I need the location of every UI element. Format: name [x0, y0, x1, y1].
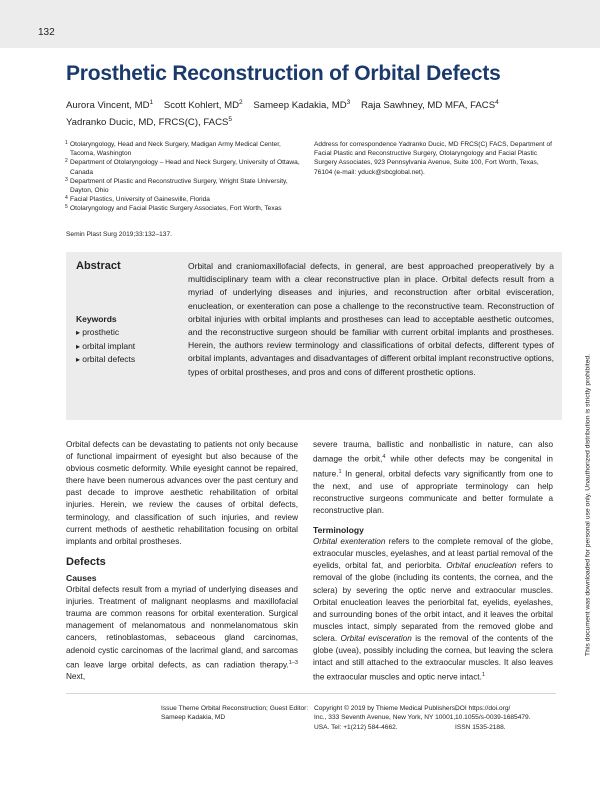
terminology-paragraph: Orbital exenteration refers to the complete removal of the globe, extraocular muscles, eyelashes, and at least partial removal of the eyelids, orbital fat, and periorbita. Orbital enucleation refers to removal of the globe (including its contents, the cornea, and the sclera) by severing the optic nerve and extraocular muscles. Orbital enucleation leaves the periorbital fat, eyelids, eyelashes, and surrounding bones of the orbit intact, and it leaves the orbital muscles intact, simply separated from the removed globe and sclera. Orbital evisceration is the removal of the contents of the globe (uvea), possibly including the cornea, but leaving the sclera intact and still attached to the extraocular muscles. It also leaves the extraocular muscles and optic nerve intact.$^1$: [313, 537, 554, 682]
affiliations: [66, 140, 306, 214]
affiliation: 4 Facial Plastics, University of Gainesville, Florida: [65, 195, 210, 204]
abstract-box: [66, 252, 562, 420]
keyword-item: ▸ orbital defects: [76, 353, 135, 366]
abstract-heading: Abstract: [76, 260, 121, 272]
footer-issue: Issue Theme Orbital Reconstruction; Guest Editor: Sameep Kadakia, MD: [161, 705, 309, 722]
section-heading-defects: Defects: [66, 555, 106, 568]
download-notice: This document was downloaded for personal use only. Unauthorized distribution is strictly prohibited.: [584, 353, 592, 657]
body-right-column: [313, 439, 553, 684]
affiliation: 1 Otolaryngology, Head and Neck Surgery, Madigan Army Medical Center, Tacoma, Washington: [65, 140, 281, 158]
subsection-heading-terminology: Terminology: [313, 525, 364, 536]
intro-paragraph: Orbital defects can be devastating to patients not only because of functional impairment of eyesight but also because of the obvious cosmetic deformity. While eyesight cannot be repaired, there have been numerous advances over the past century and past decade to improve aesthetic rehabilitation of orbital injuries. Herein, we review the causes of orbital defects, terminology, and classification of such injuries, and review current methods of aesthetic rehabilitation focusing on orbital implants and orbital prostheses.: [66, 440, 298, 546]
footer-divider: [66, 693, 556, 694]
affiliation: 2 Department of Otolaryngology – Head and Neck Surgery, University of Ottawa, Canada: [65, 158, 300, 176]
causes-paragraph: Orbital defects result from a myriad of underlying diseases and injuries. Treatment of malignant neoplasms and maxillofacial trauma are common reasons for orbital exenteration. Surgical management of melanomatous and nonmelanomatous skin cancers, retinoblastomas, sebaceous gland carcinomas, adenoid cystic carcinomas of the lacrimal gland, and sarcomas can leave large orbital defects, as can radiation therapy.$^{1-3}$ Next,: [66, 585, 298, 682]
affiliation: 3 Department of Plastic and Reconstructive Surgery, Wright State University, Dayton, Ohio: [65, 176, 288, 195]
author: Sameep Kadakia, MD: [253, 100, 347, 112]
author: Scott Kohlert, MD: [163, 100, 240, 112]
author-list: [66, 96, 536, 130]
keyword-item: ▸ orbital implant: [76, 340, 135, 353]
keyword-item: ▸ prosthetic: [76, 326, 135, 339]
page-header-bar: [0, 0, 600, 48]
author: Aurora Vincent, MD: [66, 100, 150, 112]
page-number: 132: [38, 27, 55, 38]
author: Raja Sawhney, MD MFA, FACS: [360, 100, 496, 112]
citation: Semin Plast Surg 2019;33:132–137.: [66, 231, 172, 238]
body-left-column: [66, 439, 298, 684]
footer-copyright: Copyright © 2019 by Thieme Medical Publishers, Inc., 333 Seventh Avenue, New York, NY 10001, USA. Tel: +1(212) 584-4662.: [314, 705, 457, 731]
footer-doi: DOI https://doi.org/ 10.1055/s-0039-1685479. ISSN 1535-2188.: [455, 705, 531, 731]
affiliation: 5 Otolaryngology and Facial Plastic Surgery Associates, Fort Worth, Texas: [65, 204, 282, 213]
author-sup: 5: [228, 116, 233, 124]
right-paragraph: severe trauma, ballistic and nonballistic in nature, can also damage the orbit,$^4$ while other defects may be congenital in nature.$^1$ In general, orbital defects vary significantly from one to the next, and use of appropriate terminology can help reconstructive surgeons communicate and better formulate a reconstructive plan.: [313, 440, 553, 515]
author-sup: 1: [149, 99, 154, 106]
article-title: Prosthetic Reconstruction of Orbital Defects: [66, 62, 501, 85]
abstract-text: Orbital and craniomaxillofacial defects, in general, are best approached preoperatively by a multidisciplinary team with a clear reconstructive plan in place. Orbital defects result from a myriad of underlying diseases and injuries, and reconstruction after orbital evisceration, enucleation, or exenteration can pose a challenge to the reconstructive team. Reconstruction of orbital injuries with orbital implants and prostheses can lead to acceptable aesthetic outcomes, and the reconstructive surgeon should be familiar with current orbital implants and prostheses. Herein, the authors review terminology and classifications of orbital defects, different types of orbital implants, advantages and disadvantages of different orbital implant reconstructive options, types of orbital prostheses, and pros and cons of different prosthetic options.: [188, 261, 554, 377]
author: Yadranko Ducic, MD, FRCS(C), FACS: [66, 117, 229, 129]
correspondence-address: Address for correspondence Yadranko Ducic, MD FRCS(C) FACS, Department of Facial Plastic and Reconstructive Surgery, Otolaryngology and Facial Plastic Surgery Associates, 923 Pennsylvania Avenue, Suite 100, Fort Worth, Texas, 76104 (e-mail: yduck@sbcglobal.net).: [314, 141, 552, 176]
author-sup: 2: [239, 99, 243, 106]
subsection-heading-causes: Causes: [66, 572, 97, 583]
keywords-heading: Keywords: [76, 314, 117, 324]
author-sup: 3: [346, 99, 351, 106]
author-sup: 4: [495, 99, 499, 106]
keywords-list: [76, 313, 135, 366]
